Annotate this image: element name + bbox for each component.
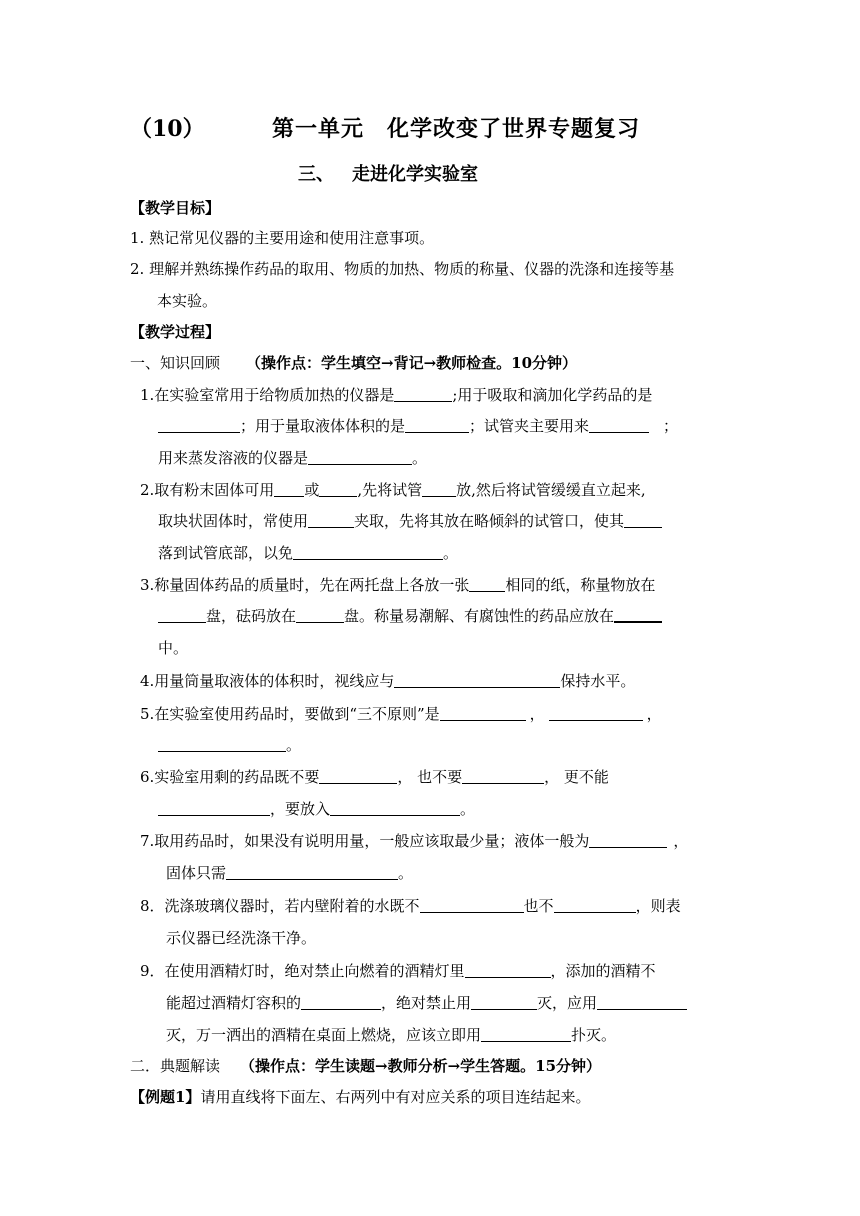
question-2-line3: 落到试管底部，以免 。 bbox=[158, 544, 459, 562]
blank[interactable] bbox=[319, 482, 357, 497]
section-subtitle bbox=[298, 160, 496, 186]
blank[interactable] bbox=[405, 418, 469, 433]
goal-item-1: 1. 熟记常见仪器的主要用途和使用注意事项。 bbox=[130, 229, 435, 247]
question-2-line2: 取块状固体时，常使用 夹取，先将其放在略倾斜的试管口，使其 bbox=[158, 511, 662, 531]
blank[interactable] bbox=[471, 995, 537, 1010]
blank[interactable] bbox=[319, 769, 397, 784]
example-1 bbox=[130, 1087, 590, 1107]
section2-label: 二．典题解读 bbox=[130, 1057, 221, 1075]
process-heading: 【教学过程】 bbox=[130, 323, 221, 341]
question-2-line1: 2.取有粉末固体可用 或 ,先将试管 放,然后将试管缓缓直立起来, bbox=[140, 481, 646, 499]
blank[interactable] bbox=[549, 706, 643, 721]
blank[interactable] bbox=[296, 608, 344, 623]
question-9-line1: 9．在使用酒精灯时，绝对禁止向燃着的酒精灯里 ，添加的酒精不 bbox=[140, 962, 656, 980]
lesson-number: （10） bbox=[130, 116, 205, 142]
question-1-line3: 用来蒸发溶液的仪器是 。 bbox=[158, 449, 428, 467]
blank[interactable] bbox=[465, 963, 551, 978]
blank[interactable] bbox=[589, 833, 667, 848]
document-title bbox=[0, 112, 860, 148]
blank[interactable] bbox=[624, 513, 662, 528]
blank[interactable] bbox=[158, 418, 240, 433]
blank[interactable] bbox=[301, 995, 381, 1010]
question-8-line2: 示仪器已经洗涤干净。 bbox=[166, 929, 317, 947]
blank[interactable] bbox=[158, 608, 206, 623]
example-1-text: 请用直线将下面左、右两列中有对应关系的项目连结起来。 bbox=[200, 1088, 591, 1106]
question-5-line2: 。 bbox=[158, 735, 301, 755]
question-3-line1: 3.称量固体药品的质量时，先在两托盘上各放一张 相同的纸，称量物放在 bbox=[140, 576, 656, 594]
blank[interactable] bbox=[158, 801, 270, 816]
question-9-line2: 能超过酒精灯容积的 ，绝对禁止用 灭，应用 bbox=[166, 993, 687, 1013]
blank[interactable] bbox=[469, 577, 505, 592]
question-7-line1: 7.取用药品时，如果没有说明用量，一般应该取最少量；液体一般为 ， bbox=[140, 832, 689, 850]
question-5-line1: 5.在实验室使用药品时，要做到“三不原则”是 ， ， bbox=[140, 705, 662, 723]
question-9-line3: 灭，万一洒出的酒精在桌面上燃烧，应该立即用 扑灭。 bbox=[166, 1026, 617, 1044]
section1-note: （操作点：学生填空→背记→教师检查。10分钟） bbox=[246, 354, 578, 372]
blank[interactable] bbox=[226, 865, 398, 880]
question-1-line1: 1.在实验室常用于给物质加热的仪器是 ;用于吸取和滴加化学药品的是 bbox=[140, 386, 653, 404]
blank[interactable] bbox=[614, 607, 662, 623]
section1-label: 一、知识回顾 bbox=[130, 354, 221, 372]
blank[interactable] bbox=[554, 898, 636, 913]
question-7-line2: 固体只需 。 bbox=[166, 864, 414, 882]
subtitle-text: 走进化学实验室 bbox=[352, 164, 478, 185]
question-3-line2: 盘，砝码放在 盘。称量易潮解、有腐蚀性的药品应放在 bbox=[158, 606, 662, 626]
example-1-tag: 【例题1】 bbox=[130, 1088, 201, 1106]
question-1-line2: ；用于量取液体体积的是 ；试管夹主要用来 ； bbox=[158, 416, 678, 436]
blank[interactable] bbox=[394, 673, 560, 688]
blank[interactable] bbox=[422, 482, 456, 497]
blank[interactable] bbox=[330, 801, 460, 816]
goal-item-2: 2. 理解并熟练操作药品的取用、物质的加热、物质的称量、仪器的洗涤和连接等基 bbox=[130, 260, 675, 278]
blank[interactable] bbox=[440, 706, 526, 721]
goals-heading: 【教学目标】 bbox=[130, 199, 221, 217]
blank[interactable] bbox=[394, 387, 452, 402]
blank[interactable] bbox=[308, 513, 354, 528]
blank[interactable] bbox=[308, 450, 412, 465]
blank[interactable] bbox=[274, 482, 304, 497]
question-3-line3: 中。 bbox=[158, 639, 189, 657]
blank[interactable] bbox=[481, 1027, 571, 1042]
question-8-line1: 8．洗涤玻璃仪器时，若内壁附着的水既不 也不 ，则表 bbox=[140, 897, 681, 915]
section1-line bbox=[130, 353, 577, 373]
blank[interactable] bbox=[158, 737, 286, 752]
blank[interactable] bbox=[597, 995, 687, 1010]
question-6-line1: 6.实验室用剩的药品既不要 ， 也不要 ， 更不能 bbox=[140, 768, 609, 786]
unit-title: 第一单元 化学改变了世界专题复习 bbox=[272, 116, 641, 142]
question-6-line2: ，要放入 。 bbox=[158, 799, 475, 819]
question-4: 4.用量筒量取液体的体积时，视线应与 保持水平。 bbox=[140, 672, 636, 690]
blank[interactable] bbox=[293, 545, 443, 560]
goal-item-2-cont: 本实验。 bbox=[157, 292, 218, 310]
blank[interactable] bbox=[420, 898, 524, 913]
section2-note: （操作点：学生读题→教师分析→学生答题。15分钟） bbox=[240, 1057, 602, 1075]
section2-line bbox=[130, 1056, 601, 1076]
subtitle-number: 三、 bbox=[298, 164, 334, 185]
blank[interactable] bbox=[462, 769, 544, 784]
blank[interactable] bbox=[589, 418, 649, 433]
